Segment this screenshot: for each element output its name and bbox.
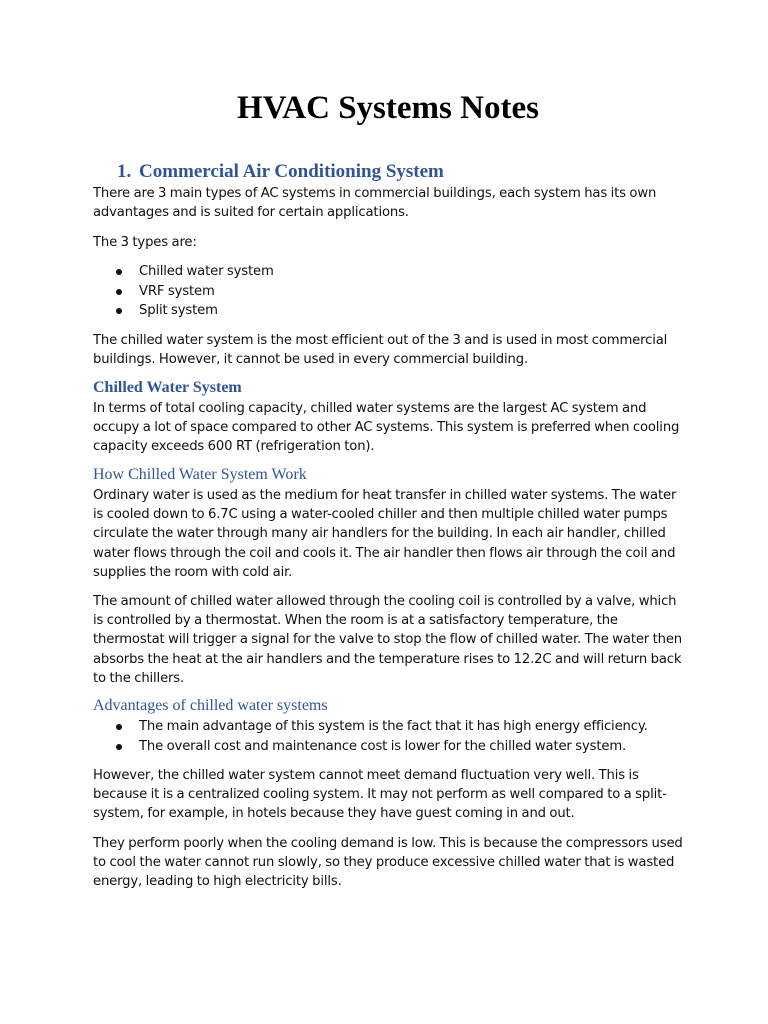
bullet-icon (116, 289, 122, 295)
list-item (93, 301, 683, 321)
list-item-text: The main advantage of this system is the fact that it has high energy efficiency. (139, 719, 648, 734)
bullet-icon (116, 308, 122, 314)
list-item-text: Split system (139, 303, 218, 319)
list-item-text: VRF system (139, 283, 215, 299)
intro-paragraph: There are 3 main types of AC systems in commercial buildings, each system has its own advantages and is suited for certain applications. (93, 186, 657, 221)
list-item-text: Chilled water system (139, 264, 274, 279)
list-item (93, 282, 683, 302)
how-it-works-paragraph-1: Ordinary water is used as the medium for heat transfer in chilled water systems. The water is cooled down to 6.7C using a water-cooled chiller and then multiple chilled water pumps circulate the water through many air handlers for the building. In each air handler, chilled water flows through the coil and cools it. The air handler then flows air through the coil and supplies the room with cold air. (93, 488, 677, 580)
advantages-list (93, 717, 683, 756)
types-intro-paragraph: The 3 types are: (93, 235, 197, 250)
how-it-works-paragraph-2: The amount of chilled water allowed through the cooling coil is controlled by a valve, which is controlled by a thermostat. When the room is at a satisfactory temperature, the thermostat will trigger a signal for the valve to stop the flow of chilled water. The water then absorbs the heat at the air handlers and the temperature rises to 12.2C and will return back to the chillers. (93, 594, 683, 686)
summary-paragraph: The chilled water system is the most efficient out of the 3 and is used in most commercial buildings. However, it cannot be used in every commercial building. (93, 333, 668, 368)
ac-types-list (93, 262, 683, 321)
section-number: 1. (117, 161, 132, 182)
how-it-works-heading: How Chilled Water System Work (93, 466, 307, 483)
list-item-text: The overall cost and maintenance cost is lower for the chilled water system. (139, 738, 627, 754)
advantages-paragraph-1: However, the chilled water system cannot meet demand fluctuation very well. This is because it is a centralized cooling system. It may not perform as well compared to a split-system, for example, in hotels because they have guest coming in and out. (93, 768, 667, 822)
bullet-icon (116, 724, 122, 730)
list-item (93, 717, 683, 737)
chilled-water-heading: Chilled Water System (93, 379, 242, 396)
advantages-paragraph-2: They perform poorly when the cooling demand is low. This is because the compressors used to cool the water cannot run slowly, so they produce excessive chilled water that is wasted energy, leading to high electricity bills. (93, 836, 683, 890)
document-title: HVAC Systems Notes (237, 90, 539, 126)
bullet-icon (116, 744, 122, 750)
section-heading-text: Commercial Air Conditioning System (139, 161, 444, 182)
bullet-icon (116, 269, 122, 275)
chilled-water-paragraph: In terms of total cooling capacity, chilled water systems are the largest AC system and occupy a lot of space compared to other AC systems. This system is preferred when cooling capacity exceeds 600 RT (refrigeration ton). (93, 401, 680, 455)
advantages-heading: Advantages of chilled water systems (93, 697, 328, 714)
list-item (93, 262, 683, 282)
list-item (93, 737, 683, 757)
section-heading-commercial-ac (117, 160, 444, 184)
